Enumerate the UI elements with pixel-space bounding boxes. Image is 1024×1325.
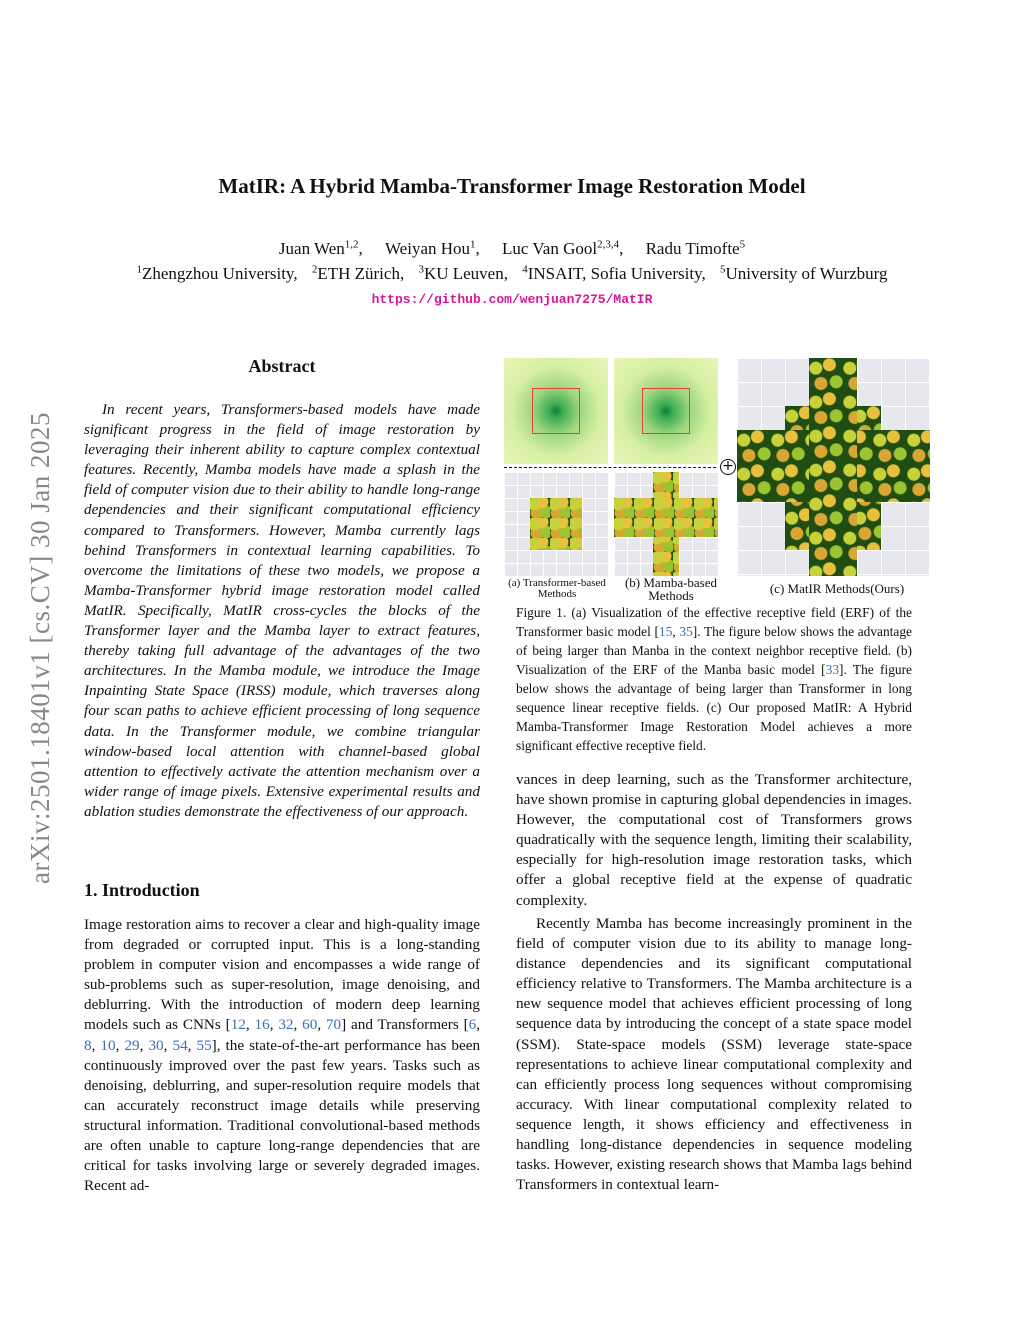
author: Radu Timofte$^5$ [645,238,746,258]
figure-1 [504,358,930,604]
affiliation-list [0,263,1024,284]
author: Luc Van Gool$^{2,3,4}$, [502,238,624,258]
dashed-arrow [504,467,716,468]
introduction-paragraph-2: Recently Mamba has become increasingly prominent in the field of computer vision due to its ability to manage long-distance dependencies and its significant computational efficiency relative to Transformers. The Mamba architecture is a new sequence model that achieves efficient processing of long sequence data by introducing the concept of a state space model (SSM). State-space models (SSM) leverage state-space representations to achieve linear computational complexity and can efficiently process long sequences without compromising accuracy. With linear computational complexity related to sequence length, it shows efficiency and effectiveness in handling long-distance dependencies in sequence modeling tasks. However, existing research shows that Mamba lags behind Transformers in contextual learn- [516,915,912,1194]
erf-map-mamba [614,358,718,464]
citation[interactable]: 30 [148,1036,164,1054]
figure-label-c: (c) MatIR Methods(Ours) [769,581,905,596]
erf-box [642,388,690,434]
affiliation: $^2$ETH Zürich, [311,263,405,283]
author: Juan Wen$^{1,2}$, [278,238,363,258]
figure-1-caption: Figure 1. (a) Visualization of the effective receptive field (ERF) of the Transformer basic model [15, 35]. The figure below shows the advantage of being larger than Manba in the context neighbor receptive field. (b) Visualization of the ERF of the Manba basic model [33]. The figure below shows the advantage of being larger than Transformer in long sequence linear receptive fields. (c) Our proposed MatIR: A Hybrid Mamba-Transformer Image Restoration Model achieves a more significant effective receptive field. [516,605,912,753]
affiliation: $^3$KU Leuven, [418,263,508,283]
olive-patch [614,498,718,537]
citation[interactable]: 16 [254,1016,270,1034]
citation[interactable]: 12 [230,1016,246,1034]
plus-circle-icon: + [720,459,736,475]
affiliation: $^4$INSAIT, Sofia University, [522,263,706,283]
citation[interactable]: 10 [100,1036,116,1054]
citation[interactable]: 29 [124,1036,140,1054]
author-list [0,238,1024,259]
section-heading-introduction: 1. Introduction [84,880,200,900]
introduction-paragraph-continued: vances in deep learning, such as the Transformer architecture, have shown promise in capturing global dependencies in images. However, the computational cost of Transformers grows quadratically with the sequence length, limiting their scalability, especially for high-resolution image restoration tasks, which offer a global receptive field at the expense of quadratic complexity. [516,771,912,909]
grid-mask-mamba [614,472,718,576]
abstract-heading: Abstract [248,356,316,376]
erf-box [532,388,580,434]
abstract-text: In recent years, Transformers-based models have made significant progress in the field of image restoration by leveraging their inherent ability to capture complex contextual features. Recently, Mamba models have made a splash in the field of computer vision due to their ability to handle long-range dependencies and their significant computational efficiency compared to Transformers. However, Mamba currently lags behind Transformers in contextual learning capabilities. To overcome the limitations of these two models, we propose a Mamba-Transformer hybrid image restoration model called MatIR. Specifically, MatIR cross-cycles the blocks of the Transformer layer and the Mamba layer to extract features, thereby taking full advantage of the advantages of the two architectures. In the Mamba module, we introduce the Image Inpainting State Space (IRSS) module, which traverses along four scan paths to achieve efficient processing of long sequence data. In the Transformer module, we combine triangular window-based local attention with channel-based global attention to effectively activate the attention mechanism over a wider range of image pixels. Extensive experimental results and ablation studies demonstrate the effectiveness of our approach. [84,401,480,820]
citation[interactable]: 33 [825,662,840,677]
arxiv-id: arXiv:2501.18401v1 [cs.CV] 30 Jan 2025 [25,412,55,884]
grid-mask-matir [737,358,930,576]
affiliation: $^5$University of Wurzburg [719,263,888,283]
citation[interactable]: 35 [679,624,693,639]
citation[interactable]: 32 [278,1016,294,1034]
citation[interactable]: 8 [84,1036,92,1054]
code-link[interactable]: https://github.com/wenjuan7275/MatIR [371,292,653,307]
olive-patch [809,358,857,576]
citation[interactable]: 55 [196,1036,212,1054]
figure-label-a: (a) Transformer-based Methods [508,577,606,600]
citation[interactable]: 54 [172,1036,188,1054]
arxiv-stamp [20,358,60,938]
figure-label-b: (b) Mamba-based Methods [624,575,718,603]
olive-patch [530,498,582,550]
citation[interactable]: 15 [658,624,673,639]
citation[interactable]: 60 [302,1016,318,1034]
introduction-paragraph: Image restoration aims to recover a clear and high-quality image from degraded or corrupted input. This is a long-standing problem in computer vision and encompasses a wide range of sub-problems such as super-resolution, image denoising, and deblurring. With the introduction of modern deep learning models such as CNNs [12, 16, 32, 60, 70] and Transformers [6, 8, 10, 29, 30, 54, 55], the state-of-the-art performance has been continuously improved over the past few years. Tasks such as denoising, deblurring, and super-resolution require models that can accurately reconstruct image details while preserving structural information. Traditional convolutional-based methods are often unable to capture long-range dependencies that are critical for tasks involving large or severely degraded images. Recent ad- [84,916,481,1195]
citation[interactable]: 70 [325,1016,342,1034]
affiliation: $^1$Zhengzhou University, [136,263,298,283]
paper-title: MatIR: A Hybrid Mamba-Transformer Image Restoration Model [218,174,806,198]
author: Weiyan Hou$^1$, [385,238,480,258]
erf-map-transformer [504,358,608,464]
grid-mask-transformer [504,472,608,576]
citation[interactable]: 6 [468,1016,477,1034]
